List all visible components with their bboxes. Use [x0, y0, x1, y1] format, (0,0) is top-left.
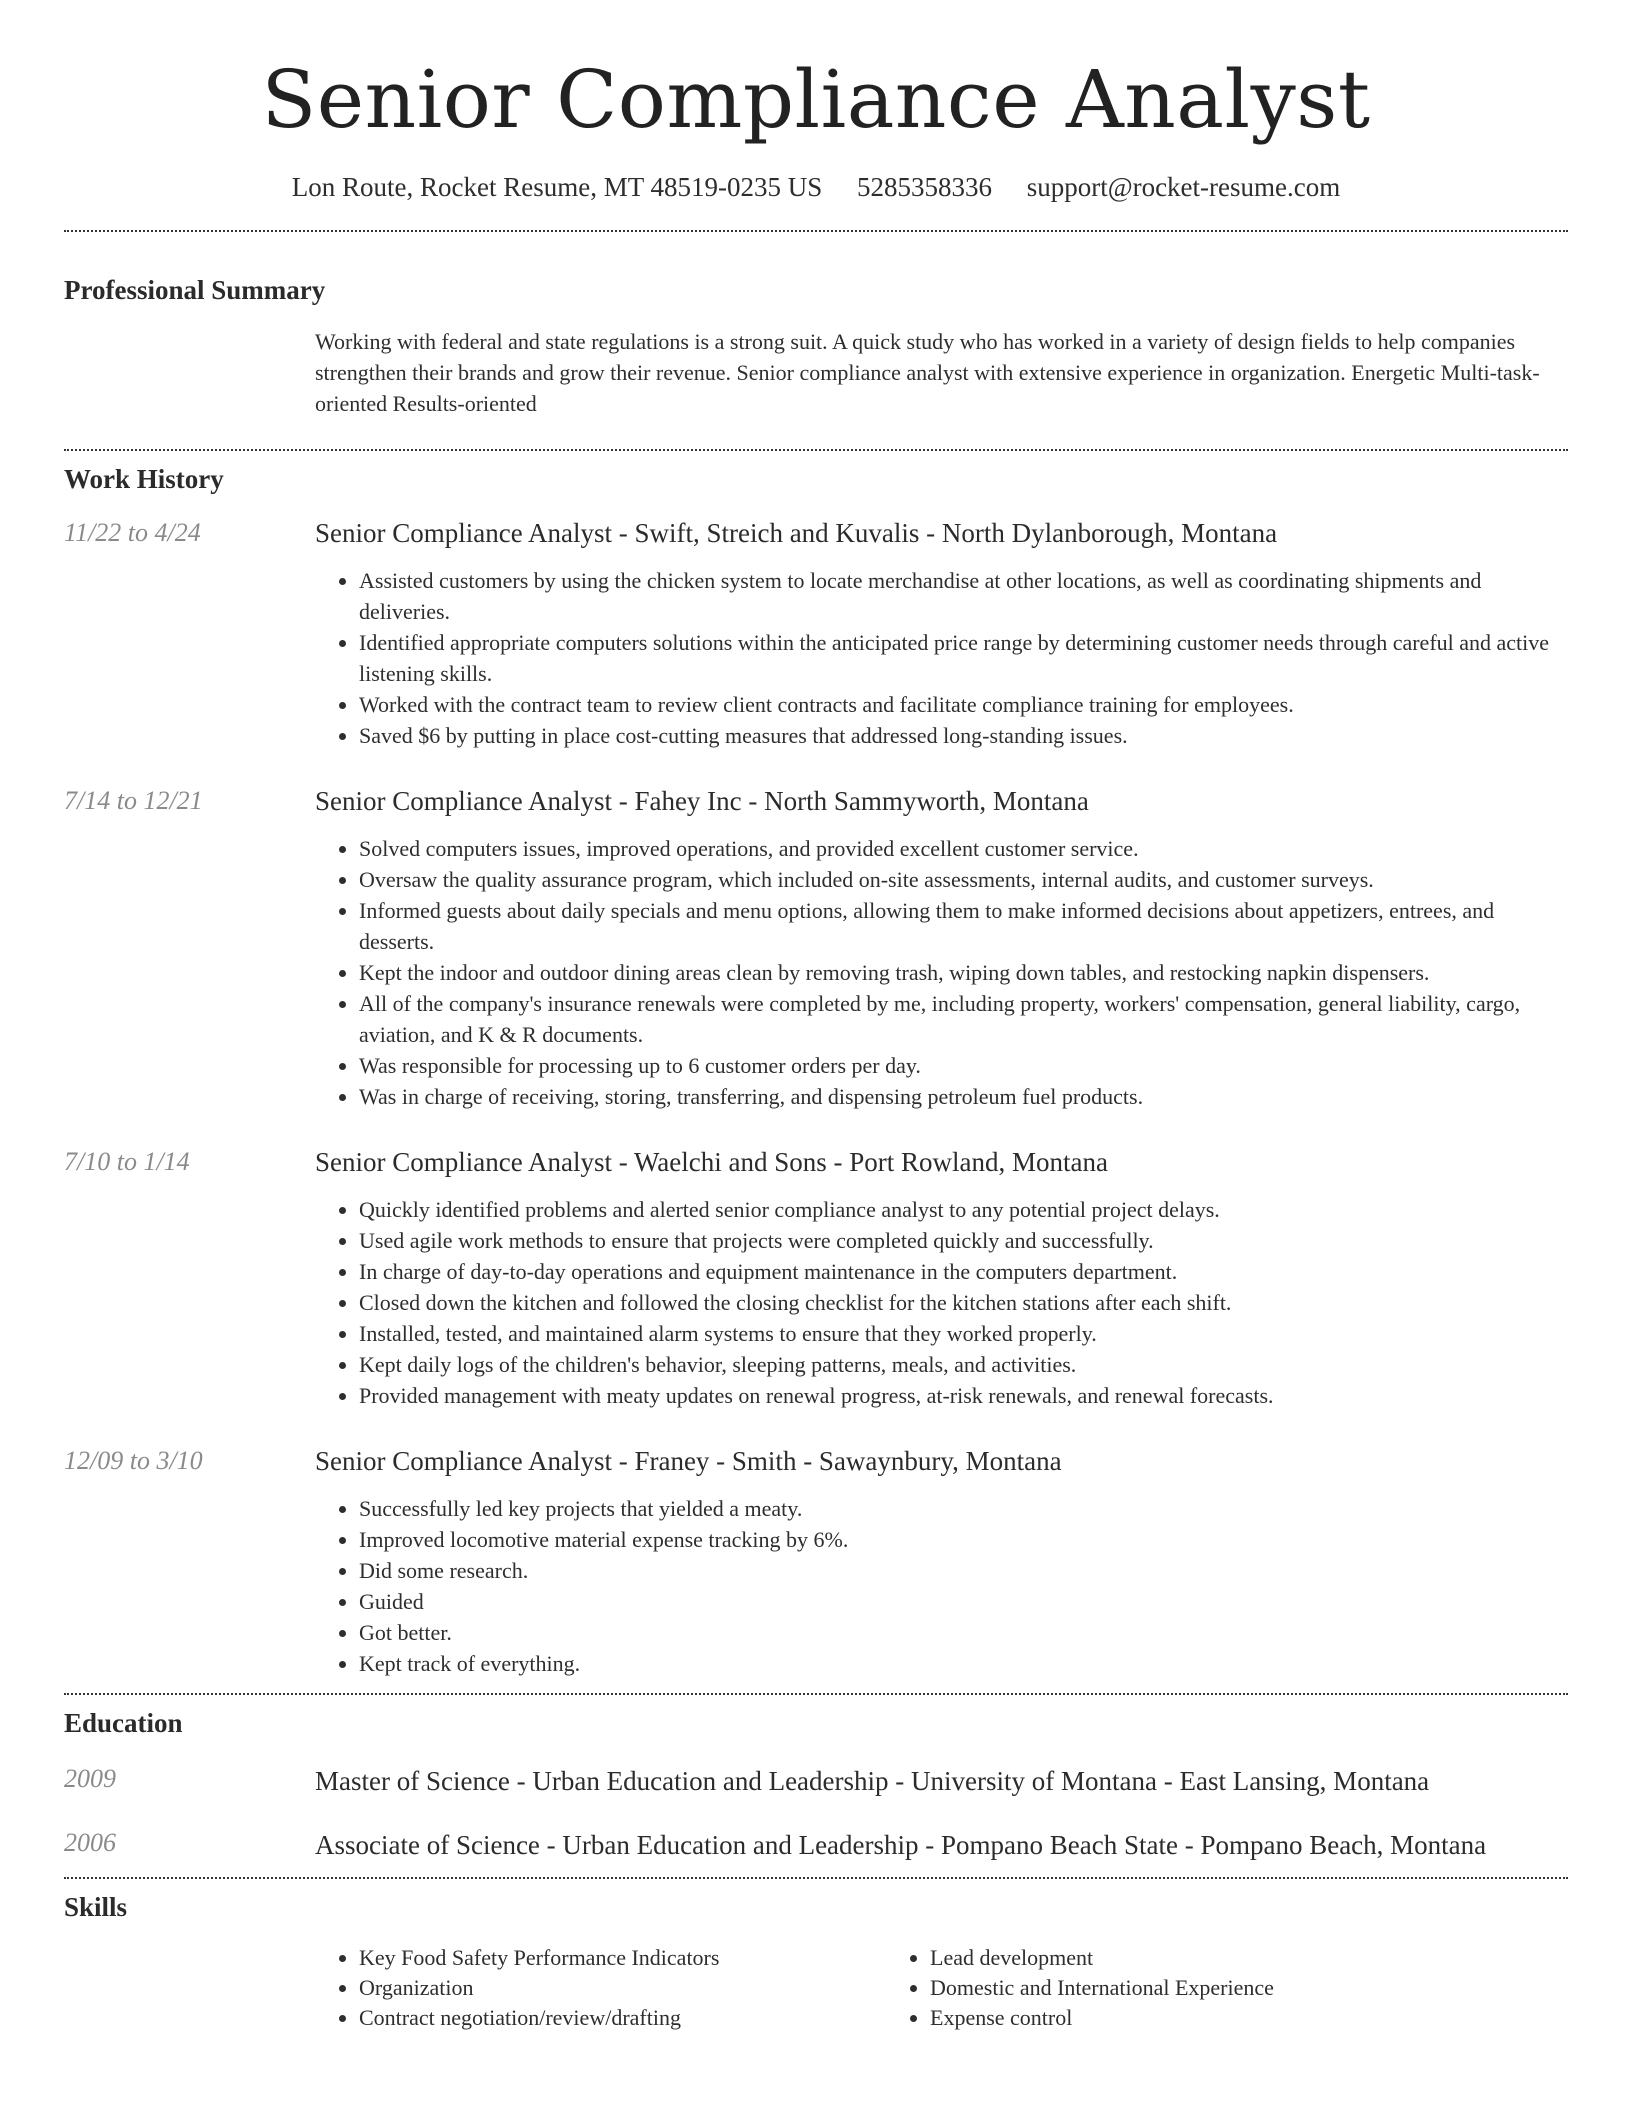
- list-item: • Improved locomotive material expense tracking by 6%.: [359, 1524, 1568, 1555]
- job-bullets: [315, 565, 1568, 751]
- list-item: • Oversaw the quality assurance program, which included on-site assessments, internal audits, and customer surveys.: [359, 864, 1568, 895]
- skills-columns: [315, 1943, 1568, 2033]
- education-year: 2009: [64, 1764, 116, 1793]
- list-item: • Provided management with meaty updates on renewal progress, at-risk renewals, and renewal forecasts.: [359, 1380, 1568, 1411]
- education-section: [64, 1695, 1568, 1877]
- education-heading-text: Master of Science - Urban Education and Leadership - University of Montana - East Lansing, Montana: [315, 1766, 1430, 1796]
- job-entry: [64, 1445, 1568, 1679]
- education-entry: [64, 1827, 1568, 1863]
- skills-heading: Skills: [64, 1892, 128, 1922]
- job-bullets: [315, 1493, 1568, 1679]
- list-item: • Did some research.: [359, 1555, 1568, 1586]
- contact-phone: 5285358336: [856, 172, 992, 202]
- list-item: • Worked with the contract team to review client contracts and facilitate compliance training for employees.: [359, 689, 1568, 720]
- list-item: • Was responsible for processing up to 6 customer orders per day.: [359, 1050, 1568, 1081]
- job-heading: Senior Compliance Analyst - Waelchi and Sons - Port Rowland, Montana: [315, 1147, 1108, 1177]
- education-entry: [64, 1763, 1568, 1799]
- list-item: • Domestic and International Experience: [930, 1973, 1457, 2003]
- list-item: • Installed, tested, and maintained alarm systems to ensure that they worked properly.: [359, 1318, 1568, 1349]
- summary-text: Working with federal and state regulations is a strong suit. A quick study who has worked in a variety of design fields to help companies strengthen their brands and grow their revenue. Senior compliance analyst with extensive experience in organization. Energetic Multi-task-oriented Results-oriented: [315, 329, 1540, 416]
- list-item: • Key Food Safety Performance Indicators: [359, 1943, 886, 1973]
- list-item: • Closed down the kitchen and followed the closing checklist for the kitchen stations after each shift.: [359, 1287, 1568, 1318]
- list-item: • Saved $6 by putting in place cost-cutting measures that addressed long-standing issues.: [359, 720, 1568, 751]
- list-item: • Expense control: [930, 2003, 1457, 2033]
- list-item: • Kept track of everything.: [359, 1648, 1568, 1679]
- list-item: • Informed guests about daily specials and menu options, allowing them to make informed decisions about appetizers, entrees, and desserts.: [359, 895, 1568, 957]
- list-item: • Guided: [359, 1586, 1568, 1617]
- job-heading: Senior Compliance Analyst - Swift, Streich and Kuvalis - North Dylanborough, Montana: [315, 518, 1278, 548]
- job-dates: 7/14 to 12/21: [64, 786, 203, 815]
- job-heading: Senior Compliance Analyst - Franey - Smith - Sawaynbury, Montana: [315, 1446, 1062, 1476]
- skills-section: [64, 1879, 1568, 2033]
- skills-left-list: [315, 1943, 886, 2033]
- summary-section: [64, 274, 1568, 449]
- job-dates: 7/10 to 1/14: [64, 1147, 190, 1176]
- job-entry: [64, 1146, 1568, 1411]
- list-item: • Used agile work methods to ensure that projects were completed quickly and successfully.: [359, 1225, 1568, 1256]
- contact-email: support@rocket-resume.com: [1026, 172, 1341, 202]
- work-history-heading: Work History: [64, 464, 224, 494]
- list-item: • Organization: [359, 1973, 886, 2003]
- list-item: • In charge of day-to-day operations and equipment maintenance in the computers department.: [359, 1256, 1568, 1287]
- list-item: • Kept the indoor and outdoor dining areas clean by removing trash, wiping down tables, and restocking napkin dispensers.: [359, 957, 1568, 988]
- list-item: • Kept daily logs of the children's behavior, sleeping patterns, meals, and activities.: [359, 1349, 1568, 1380]
- list-item: • Solved computers issues, improved operations, and provided excellent customer service.: [359, 833, 1568, 864]
- job-dates: 11/22 to 4/24: [64, 518, 201, 547]
- list-item: • Identified appropriate computers solutions within the anticipated price range by determining customer needs through careful and active listening skills.: [359, 627, 1568, 689]
- contact-line: [64, 170, 1568, 204]
- education-heading: Education: [64, 1708, 183, 1738]
- list-item: • Lead development: [930, 1943, 1457, 1973]
- list-item: • Quickly identified problems and alerted senior compliance analyst to any potential project delays.: [359, 1194, 1568, 1225]
- list-item: • Got better.: [359, 1617, 1568, 1648]
- resume-title: Senior Compliance Analyst: [261, 53, 1371, 146]
- skills-right-list: [886, 1943, 1457, 2033]
- contact-address: Lon Route, Rocket Resume, MT 48519-0235 US: [291, 172, 823, 202]
- education-heading-text: Associate of Science - Urban Education and Leadership - Pompano Beach State - Pompano Beach, Montana: [315, 1830, 1487, 1860]
- list-item: • All of the company's insurance renewals were completed by me, including property, workers' compensation, general liability, cargo, aviation, and K & R documents.: [359, 988, 1568, 1050]
- work-history-section: [64, 451, 1568, 1693]
- job-heading: Senior Compliance Analyst - Fahey Inc - North Sammyworth, Montana: [315, 786, 1089, 816]
- summary-heading: Professional Summary: [64, 275, 326, 305]
- job-bullets: [315, 1194, 1568, 1411]
- job-dates: 12/09 to 3/10: [64, 1446, 203, 1475]
- job-entry: [64, 785, 1568, 1112]
- list-item: • Assisted customers by using the chicken system to locate merchandise at other locations, as well as coordinating shipments and deliveries.: [359, 565, 1568, 627]
- job-entry: [64, 517, 1568, 751]
- list-item: • Successfully led key projects that yielded a meaty.: [359, 1493, 1568, 1524]
- section-divider: [64, 230, 1568, 232]
- education-year: 2006: [64, 1828, 116, 1857]
- list-item: • Was in charge of receiving, storing, transferring, and dispensing petroleum fuel products.: [359, 1081, 1568, 1112]
- list-item: • Contract negotiation/review/drafting: [359, 2003, 886, 2033]
- job-bullets: [315, 833, 1568, 1112]
